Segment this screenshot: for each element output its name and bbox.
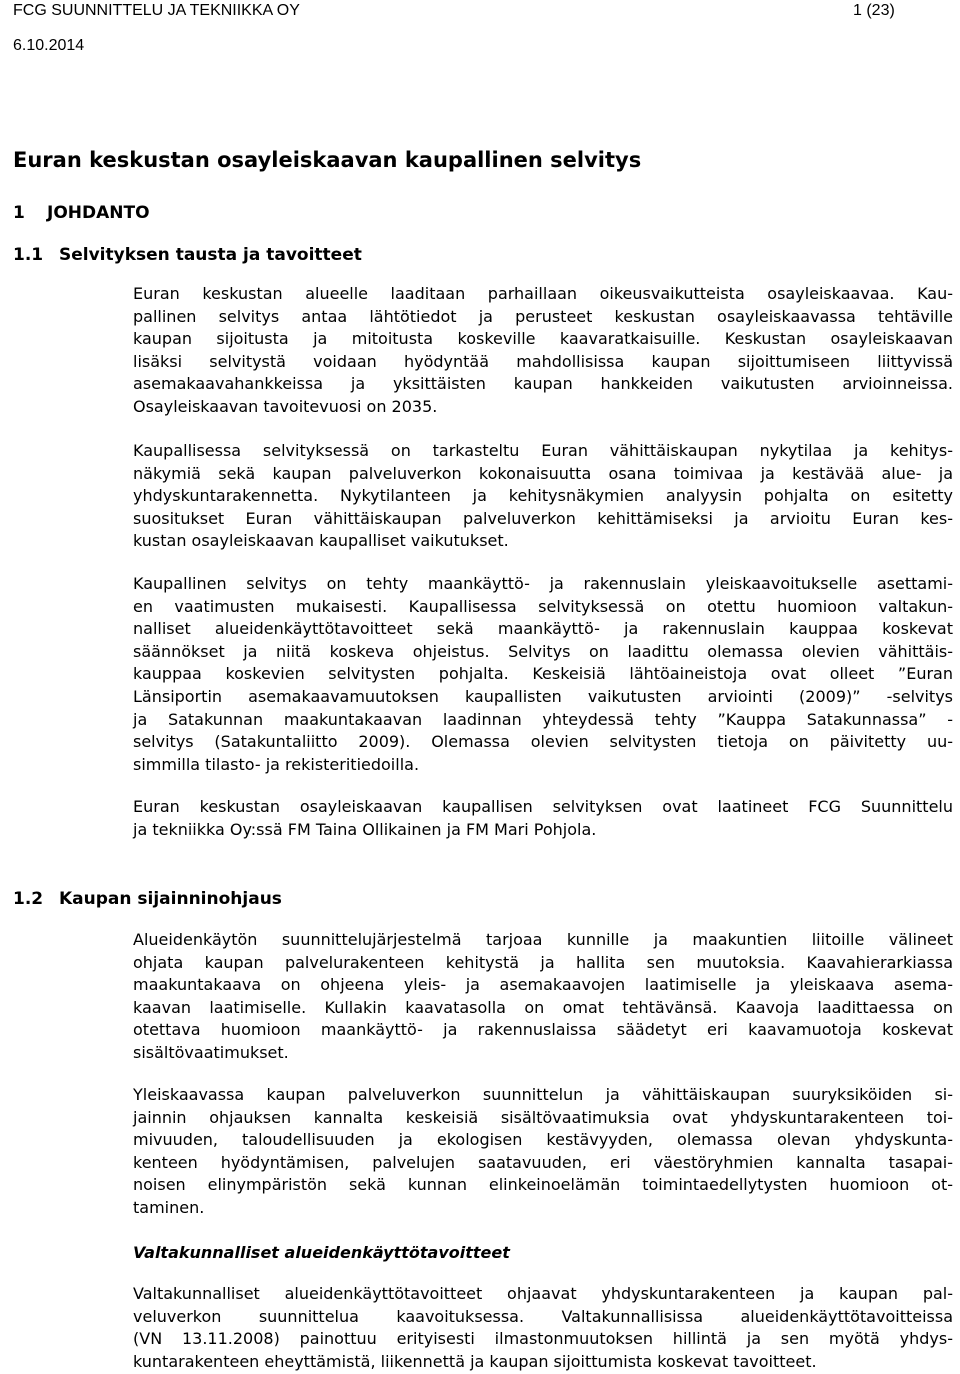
paragraph-line: Euran keskustan osayleiskaavan kaupallisen selvityksen ovat laatineet FCG Suunnittelu <box>133 797 953 816</box>
paragraph-legal-basis <box>133 573 953 776</box>
paragraph-line: suositukset Euran vähittäiskaupan palveluverkon kehittämiseksi ja arvioitu Euran kes- <box>133 508 953 528</box>
paragraph-line: ja Satakunnan maakuntakaavan laadinnan yhteydessä tehty ”Kauppa Satakunnassa” - <box>133 709 953 729</box>
header-date: 6.10.2014 <box>13 37 85 54</box>
paragraph-line: selvitys (Satakuntaliitto 2009). Olemassa olevien selvitysten tietoja on päivitetty uu- <box>133 732 953 752</box>
paragraph-planning-system <box>133 929 953 1065</box>
paragraph-line: kauppaa koskevien selvitysten pohjalta. Keskeisiä lähtöaineistoja ovat olleet ”Euran <box>133 664 953 684</box>
document-title: Euran keskustan osayleiskaavan kaupallinen selvitys <box>13 148 642 172</box>
heading-kaupan-sijainninohjaus <box>13 888 282 910</box>
paragraph-line: Kaupallinen selvitys on tehty maankäyttö- ja rakennuslain yleiskaavoitukselle asettami- <box>133 574 953 593</box>
paragraph-national-goals <box>133 1283 953 1373</box>
paragraph-line: maakuntakaava on ohjeena yleis- ja asemakaavojen laatimiselle ja yleiskaava asema- <box>133 975 953 995</box>
paragraph-line: taminen. <box>133 1197 205 1217</box>
header-page-number: 1 (23) <box>853 2 895 19</box>
paragraph-line: ohjata kaupan palvelurakenteen kehitystä ja hallita sen muutoksia. Kaavahierarkiassa <box>133 952 953 972</box>
paragraph-line: sisältövaatimukset. <box>133 1042 289 1062</box>
subheading-national-goals: Valtakunnalliset alueidenkäyttötavoitteet <box>133 1243 510 1262</box>
paragraph-line: en vaatimusten mukaisesti. Kaupallisessa selvityksessä on otettu huomioon valtakun- <box>133 596 953 616</box>
paragraph-line: Alueidenkäytön suunnittelujärjestelmä tarjoaa kunnille ja maakuntien liitoille välineet <box>133 930 953 949</box>
paragraph-line: ja tekniikka Oy:ssä FM Taina Ollikainen ja FM Mari Pohjola. <box>133 819 597 839</box>
heading-selvityksen-tausta <box>13 244 362 266</box>
paragraph-line: (VN 13.11.2008) painottuu erityisesti ilmastonmuutoksen hillintä ja sen myötä yhdys- <box>133 1329 953 1349</box>
paragraph-line: Euran keskustan alueelle laaditaan parhaillaan oikeusvaikutteista osayleiskaavaa. Kau- <box>133 284 953 303</box>
paragraph-line: pallinen selvitys antaa lähtötiedot ja perusteet keskustan osayleiskaavassa tehtäville <box>133 306 953 326</box>
paragraph-line: kaupan sijoitusta ja mitoitusta koskeville kaavaratkaisuille. Keskustan osayleiskaavan <box>133 329 953 349</box>
paragraph-master-plan <box>133 1084 953 1220</box>
paragraph-line: Länsiportin asemakaavamuutoksen kaupallisten vaikutusten arviointi (2009)” -selvitys <box>133 686 953 706</box>
paragraph-background <box>133 283 953 419</box>
paragraph-line: nalliset alueidenkäyttötavoitteet sekä maankäyttö- ja rakennuslain kauppaa koskevat <box>133 619 953 639</box>
header-company: FCG SUUNNITTELU JA TEKNIIKKA OY <box>13 2 300 19</box>
paragraph-line: yhdyskuntarakennetta. Nykytilanteen ja kehitysnäkymien analyysin pohjalta on esitetty <box>133 486 953 506</box>
paragraph-line: kustan osayleiskaavan kaupalliset vaikutukset. <box>133 531 509 551</box>
paragraph-line: kaavan laatimiselle. Kullakin kaavatasolla on omat tehtävänsä. Kaavoja laadittaessa on <box>133 997 953 1017</box>
paragraph-line: veluverkon suunnittelua kaavoituksessa. Valtakunnallisissa alueidenkäyttötavoitteissa <box>133 1306 953 1326</box>
paragraph-line: Kaupallisessa selvityksessä on tarkasteltu Euran vähittäiskaupan nykytilaa ja kehitys- <box>133 441 953 460</box>
heading-number: 1.1 <box>13 245 44 265</box>
heading-label: Selvityksen tausta ja tavoitteet <box>59 245 362 265</box>
paragraph-line: Valtakunnalliset alueidenkäyttötavoitteet ohjaavat yhdyskuntarakenteen ja kaupan pal- <box>133 1284 953 1303</box>
paragraph-line: säännökset ja niitä koskeva ohjeistus. Selvitys on laadittu olemassa olevien vähittäis- <box>133 641 953 661</box>
heading-label: JOHDANTO <box>47 203 150 223</box>
heading-johdanto <box>13 202 150 224</box>
paragraph-line: Osayleiskaavan tavoitevuosi on 2035. <box>133 396 438 416</box>
heading-label: Kaupan sijainninohjaus <box>59 889 282 909</box>
paragraph-line: asemakaavahankkeissa ja yksittäisten kaupan hankkeiden vaikutusten arvioinneissa. <box>133 374 953 394</box>
paragraph-line: kuntarakenteen eheyttämistä, liikennettä ja kaupan sijoittumista koskevat tavoitteet. <box>133 1351 817 1371</box>
paragraph-scope <box>133 440 953 553</box>
heading-number: 1 <box>13 203 25 223</box>
paragraph-line: noisen elinympäristön sekä kunnan elinkeinoelämän toimintaedellytysten huomioon ot- <box>133 1175 953 1195</box>
paragraph-line: näkymiä sekä kaupan palveluverkon kokonaisuutta osana toimivaa ja kestävää alue- ja <box>133 463 953 483</box>
paragraph-line: Yleiskaavassa kaupan palveluverkon suunnittelun ja vähittäiskaupan suuryksiköiden si- <box>133 1085 953 1104</box>
paragraph-line: kenteen hyödyntämisen, palvelujen saatavuuden, eri väestöryhmien kannalta tasapai- <box>133 1152 953 1172</box>
paragraph-line: jainnin ohjauksen kannalta keskeisiä sisältövaatimuksia ovat yhdyskuntarakenteen toi- <box>133 1107 953 1127</box>
paragraph-line: otettava huomioon maankäyttö- ja rakennuslaissa säädetyt eri kaavamuotoja koskevat <box>133 1020 953 1040</box>
heading-number: 1.2 <box>13 889 44 909</box>
paragraph-line: lisäksi selvitystä voidaan hyödyntää mahdollisissa kaupan sijoittumiseen liittyvissä <box>133 351 953 371</box>
paragraph-line: mivuuden, taloudellisuuden ja ekologisen kestävyyden, olemassa olevan yhdyskunta- <box>133 1130 953 1150</box>
paragraph-line: simmilla tilasto- ja rekisteritiedoilla. <box>133 754 420 774</box>
paragraph-authors <box>133 796 953 841</box>
